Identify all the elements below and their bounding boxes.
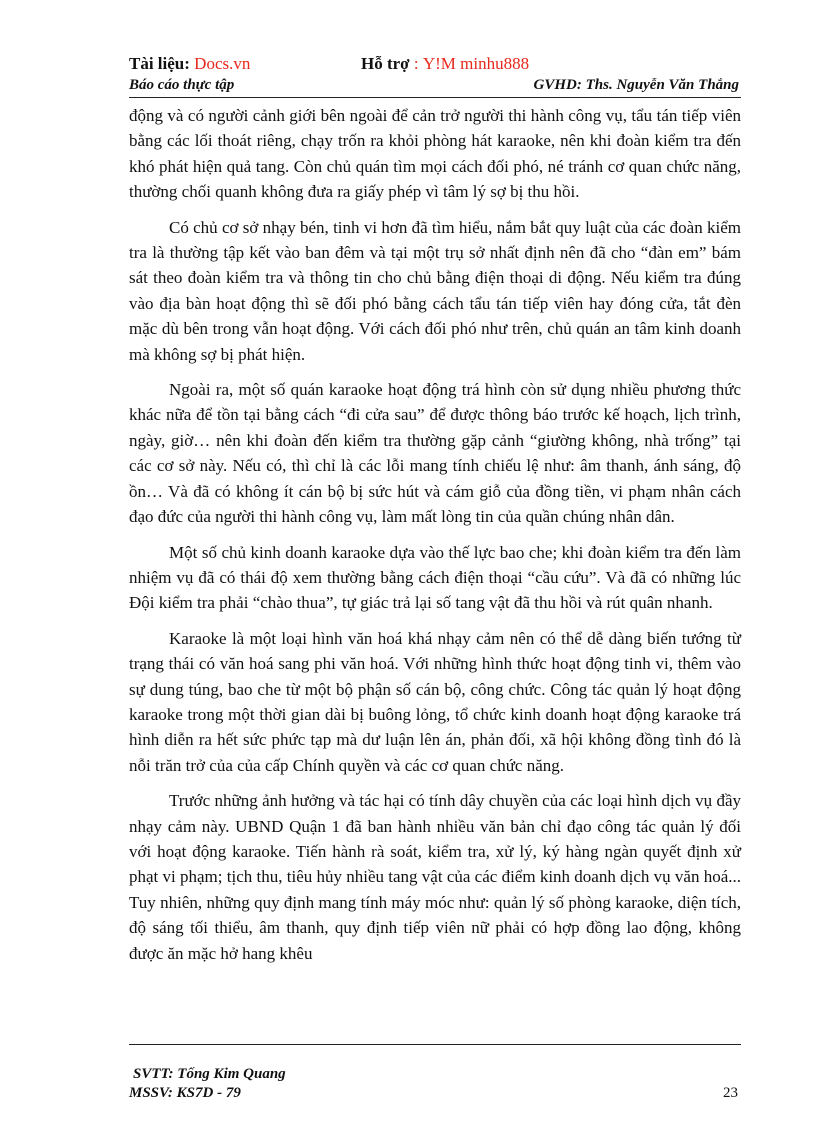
support-contact[interactable]: Y!M minhu888 [422, 54, 530, 73]
paragraph: Trước những ảnh hưởng và tác hại có tính dây chuyền của các loại hình dịch vụ đầy nhạy cảm này. UBND Quận 1 đã ban hành nhiều văn bản chỉ đạo công tác quản lý đối với hoạt động karaoke. Tiến hành rà soát, kiểm tra, xử lý, ký hàng ngàn quyết định xử phạt vi phạm; tịch thu, tiêu hủy nhiều tang vật của các điểm kinh doanh dịch vụ văn hoá... Tuy nhiên, những quy định mang tính máy móc như: quản lý số phòng karaoke, diện tích, độ sáng tối thiểu, âm thanh, quy định tiếp viên nữ phải có hợp đồng lao động, không được ăn mặc hở hang khêu [129, 791, 741, 963]
support-label: Hỗ trợ [361, 54, 410, 73]
page-header [129, 77, 741, 98]
support-sep: : [413, 54, 419, 73]
supervisor: GVHD: Ths. Nguyễn Văn Thắng [533, 77, 739, 93]
paragraph: động và có người cảnh giới bên ngoài để cản trở người thi hành công vụ, tẩu tán tiếp viên bằng các lối thoát riêng, chạy trốn ra khỏi phòng hát karaoke, nên khi đoàn kiểm tra đến khó phát hiện quả tang. Còn chủ quán tìm mọi cách đối phó, né tránh cơ quan chức năng, thường chối quanh không đưa ra giấy phép vì tâm lý sợ bị thu hồi. [129, 106, 741, 202]
footer-divider [129, 1044, 741, 1045]
report-title: Báo cáo thực tập [129, 77, 235, 93]
doc-source [129, 54, 250, 74]
paragraph: Có chủ cơ sở nhạy bén, tinh vi hơn đã tìm hiểu, nắm bắt quy luật của các đoàn kiểm tra là thường tập kết vào ban đêm và tại một trụ sở nhất định nên đã cho “đàn em” bám sát theo đoàn kiểm tra và thông tin cho chủ bằng điện thoại di động. Nếu kiểm tra đúng vào địa bàn hoạt động thì sẽ đối phó bằng cách tẩu tán tiếp viên hay đóng cửa, tắt đèn mặc dù bên trong vẫn hoạt động. Với cách đối phó như trên, chủ quán an tâm kinh doanh mà không sợ bị phát hiện. [129, 217, 741, 364]
student-id: MSSV: KS7D - 79 [129, 1085, 241, 1101]
support-info [361, 54, 529, 74]
page-number: 23 [723, 1085, 738, 1101]
doc-label: Tài liệu: [129, 54, 190, 73]
doc-link[interactable]: Docs.vn [194, 54, 251, 73]
top-banner [129, 54, 741, 78]
paragraph: Một số chủ kinh doanh karaoke dựa vào thế lực bao che; khi đoàn kiểm tra đến làm nhiệm vụ đã có thái độ xem thường bằng cách điện thoại “cầu cứu”. Và đã có những lúc Đội kiểm tra phải “chào thua”, tự giác trả lại số tang vật đã thu hồi và rút quân nhanh. [129, 542, 741, 613]
document-body [129, 103, 741, 976]
paragraph: Karaoke là một loại hình văn hoá khá nhạy cảm nên có thể dễ dàng biến tướng từ trạng thái có văn hoá sang phi văn hoá. Với những hình thức hoạt động tinh vi, thêm vào sự dung túng, bao che từ một bộ phận số cán bộ, công chức. Công tác quản lý hoạt động karaoke trong một thời gian dài bị buông lỏng, tổ chức kinh doanh hoạt động karaoke trá hình diễn ra hết sức phức tạp mà dư luận lên án, phản đối, xã hội không đồng tình đó là nỗi trăn trở của của cấp Chính quyền và các cơ quan chức năng. [129, 628, 741, 775]
paragraph: Ngoài ra, một số quán karaoke hoạt động trá hình còn sử dụng nhiều phương thức khác nữa để tồn tại bằng cách “đi cửa sau” để được thông báo trước kế hoạch, lịch trình, ngày, giờ… nên khi đoàn đến kiểm tra thường gặp cảnh “giường không, nhà trống” tại các cơ sở này. Nếu có, thì chỉ là các lỗi mang tính chiếu lệ như: âm thanh, ánh sáng, độ ồn… Và đã có không ít cán bộ bị sức hút và cám giỗ của đồng tiền, vi phạm nhân cách đạo đức của người thi hành công vụ, làm mất lòng tin của quần chúng nhân dân. [129, 380, 741, 527]
student-name: SVTT: Tống Kim Quang [133, 1066, 286, 1082]
